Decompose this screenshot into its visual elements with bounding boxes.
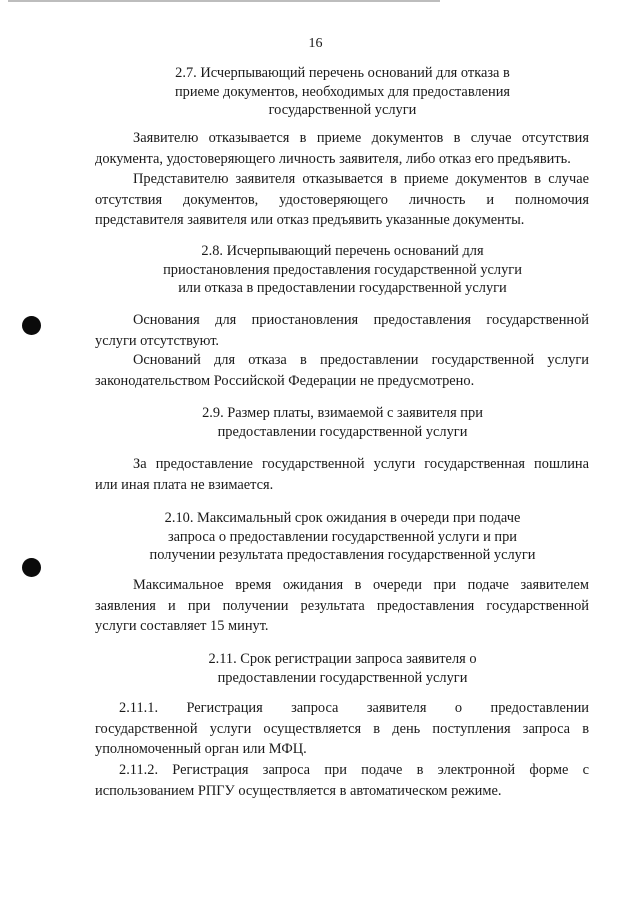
text-line: уполномоченный орган или МФЦ. [95, 741, 307, 757]
text-line: Заявителю отказывается в приеме документов в случае отсутствия [133, 130, 589, 146]
paragraph [95, 575, 589, 637]
text-line: использованием РПГУ осуществляется в автоматическом режиме. [95, 782, 502, 799]
text-line: услуги составляет 15 минут. [95, 618, 269, 634]
punch-hole-icon [22, 558, 41, 577]
text-line: Оснований для отказа в предоставлении государственной услуги [133, 352, 589, 368]
section-heading [60, 242, 625, 298]
section-heading [60, 650, 625, 687]
paragraph [95, 350, 589, 391]
text-line: государственной услуги осуществляется в день поступления запроса в [95, 720, 589, 737]
heading-line: получении результата предоставления государственной услуги [149, 547, 536, 563]
paragraph [95, 128, 589, 169]
text-line: Максимальное время ожидания в очереди при подаче заявителем [133, 577, 589, 593]
paragraph [95, 454, 589, 495]
heading-line: 2.11. Срок регистрации запроса заявителя о [208, 651, 477, 667]
section-heading [60, 509, 625, 565]
paragraph [95, 169, 589, 231]
text-line: Представителю заявителя отказывается в приеме документов в случае [133, 171, 589, 187]
text-line: заявления и при получении результата предоставления государственной [95, 597, 589, 614]
heading-line: предоставлении государственной услуги [217, 669, 468, 686]
heading-line: 2.7. Исчерпывающий перечень оснований для отказа в [175, 65, 510, 81]
heading-line: приеме документов, необходимых для предоставления [174, 83, 511, 100]
paragraph [95, 760, 589, 801]
section-heading [60, 64, 625, 120]
heading-line: государственной услуги [268, 102, 417, 118]
heading-line: или отказа в предоставлении государственной услуги [178, 280, 507, 296]
section-heading [60, 404, 625, 441]
text-line: услуги отсутствуют. [95, 332, 220, 349]
heading-line: запроса о предоставлении государственной услуги и при [168, 528, 517, 545]
text-line: 2.11.2. Регистрация запроса при подаче в электронной форме с [119, 762, 589, 778]
heading-line: 2.10. Максимальный срок ожидания в очереди при подаче [164, 510, 521, 526]
page-number: 16 [308, 36, 323, 51]
punch-hole-icon [22, 316, 41, 335]
heading-line: 2.9. Размер платы, взимаемой с заявителя при [202, 405, 483, 421]
text-line: 2.11.1. Регистрация запроса заявителя о предоставлении [119, 700, 589, 716]
heading-line: приостановления предоставления государственной услуги [163, 261, 522, 278]
scan-top-edge [8, 0, 440, 2]
text-line: отсутствия документов, удостоверяющего личность и полномочия [95, 191, 589, 208]
text-line: или иная плата не взимается. [95, 476, 274, 493]
heading-line: предоставлении государственной услуги [217, 423, 468, 440]
heading-line: 2.8. Исчерпывающий перечень оснований для [201, 243, 484, 259]
text-line: законодательством Российской Федерации не предусмотрено. [95, 372, 475, 389]
text-line: представителя заявителя или отказ предъявить указанные документы. [95, 212, 525, 228]
paragraph [95, 310, 589, 351]
text-line: Основания для приостановления предоставления государственной [133, 312, 589, 328]
text-line: За предоставление государственной услуги государственная пошлина [133, 456, 589, 472]
paragraph [95, 698, 589, 760]
text-line: документа, удостоверяющего личность заявителя, либо отказ его предъявить. [95, 150, 571, 167]
